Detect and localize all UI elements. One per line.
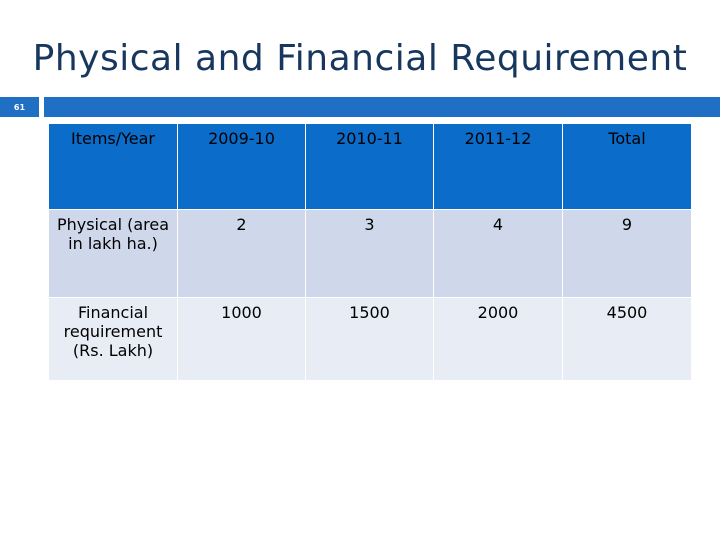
title-bar (0, 97, 720, 117)
table-cell: 2000 (434, 298, 563, 381)
table-cell: 4500 (563, 298, 692, 381)
slide-title: Physical and Financial Requirement (32, 38, 688, 79)
table-row (49, 210, 692, 298)
table-cell: 4 (434, 210, 563, 298)
header-2011-12: 2011-12 (434, 124, 563, 210)
table-header-row (49, 124, 692, 210)
row-label-financial: Financial requirement (Rs. Lakh) (49, 298, 178, 381)
header-total: Total (563, 124, 692, 210)
header-2010-11: 2010-11 (306, 124, 434, 210)
table-cell: 2 (178, 210, 306, 298)
table-cell: 9 (563, 210, 692, 298)
row-label-physical: Physical (area in lakh ha.) (49, 210, 178, 298)
header-2009-10: 2009-10 (178, 124, 306, 210)
title-rule (44, 97, 720, 117)
slide-number: 61 (0, 97, 39, 117)
requirement-table (48, 123, 692, 381)
table-cell: 1000 (178, 298, 306, 381)
table-cell: 1500 (306, 298, 434, 381)
header-items-year: Items/Year (49, 124, 178, 210)
table-cell: 3 (306, 210, 434, 298)
table-row (49, 298, 692, 381)
